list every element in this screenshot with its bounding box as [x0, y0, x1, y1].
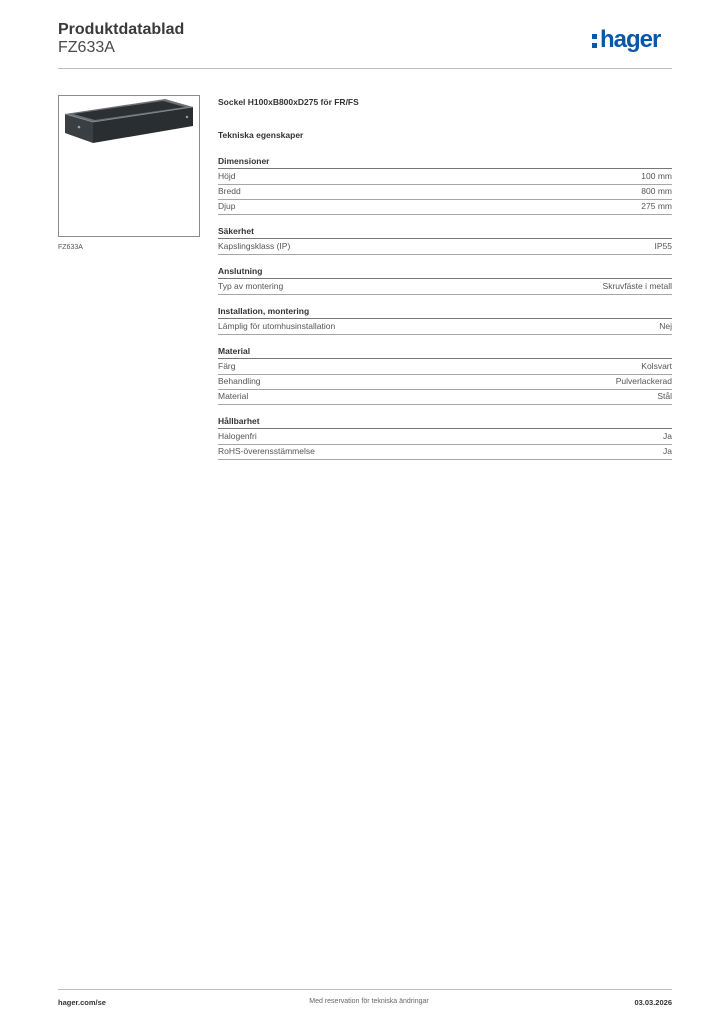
table-row: [218, 200, 672, 215]
row-value: Ja: [663, 431, 672, 441]
page-title: Produktdatablad: [58, 21, 185, 38]
section-dimensions: [218, 155, 672, 215]
section-material: [218, 345, 672, 405]
row-value: 275 mm: [641, 201, 672, 211]
section-installation: [218, 305, 672, 335]
row-value: 800 mm: [641, 186, 672, 196]
plinth-image-icon: [59, 96, 199, 236]
hager-logo: [592, 28, 660, 58]
row-value: IP55: [654, 241, 672, 251]
table-row: [218, 375, 672, 390]
section-heading: Dimensioner: [218, 155, 672, 169]
product-title: Sockel H100xB800xD275 för FR/FS: [218, 97, 359, 107]
table-row: [218, 430, 672, 445]
product-image-frame: [58, 95, 200, 237]
row-label: Djup: [218, 201, 236, 211]
section-heading: Anslutning: [218, 265, 672, 279]
section-connection: [218, 265, 672, 295]
footer-disclaimer: Med reservation för tekniska ändringar: [309, 998, 429, 1005]
row-value: Ja: [663, 446, 672, 456]
footer-divider: [58, 989, 672, 990]
properties-table: [218, 155, 672, 470]
table-row: [218, 320, 672, 335]
row-label: Lämplig för utomhusinstallation: [218, 321, 336, 331]
row-value: Pulverlackerad: [615, 376, 672, 386]
section-heading: Material: [218, 345, 672, 359]
row-value: Stål: [657, 391, 672, 401]
table-row: [218, 360, 672, 375]
table-row: [218, 445, 672, 460]
logo-mark-icon: [592, 34, 598, 50]
properties-heading: Tekniska egenskaper: [218, 130, 304, 140]
header-divider: [58, 68, 672, 69]
row-label: Bredd: [218, 186, 241, 196]
row-label: Kapslingsklass (IP): [218, 241, 291, 251]
section-heading: Hållbarhet: [218, 415, 672, 429]
table-row: [218, 280, 672, 295]
row-value: Skruvfäste i metall: [602, 281, 672, 291]
row-label: Behandling: [218, 376, 261, 386]
table-row: [218, 390, 672, 405]
section-safety: [218, 225, 672, 255]
logo-text: hager: [600, 26, 661, 53]
footer-date: 03.03.2026: [634, 998, 672, 1007]
table-row: [218, 185, 672, 200]
section-heading: Säkerhet: [218, 225, 672, 239]
product-code: FZ633A: [58, 39, 115, 56]
row-value: 100 mm: [641, 171, 672, 181]
table-row: [218, 170, 672, 185]
footer-website: hager.com/se: [58, 998, 106, 1007]
table-row: [218, 240, 672, 255]
section-sustainability: [218, 415, 672, 460]
image-caption: FZ633A: [58, 244, 83, 251]
row-label: Färg: [218, 361, 236, 371]
row-value: Kolsvart: [641, 361, 672, 371]
section-heading: Installation, montering: [218, 305, 672, 319]
row-label: Halogenfri: [218, 431, 257, 441]
row-label: Typ av montering: [218, 281, 284, 291]
row-label: Höjd: [218, 171, 236, 181]
row-label: RoHS-överensstämmelse: [218, 446, 315, 456]
row-value: Nej: [659, 321, 672, 331]
row-label: Material: [218, 391, 249, 401]
